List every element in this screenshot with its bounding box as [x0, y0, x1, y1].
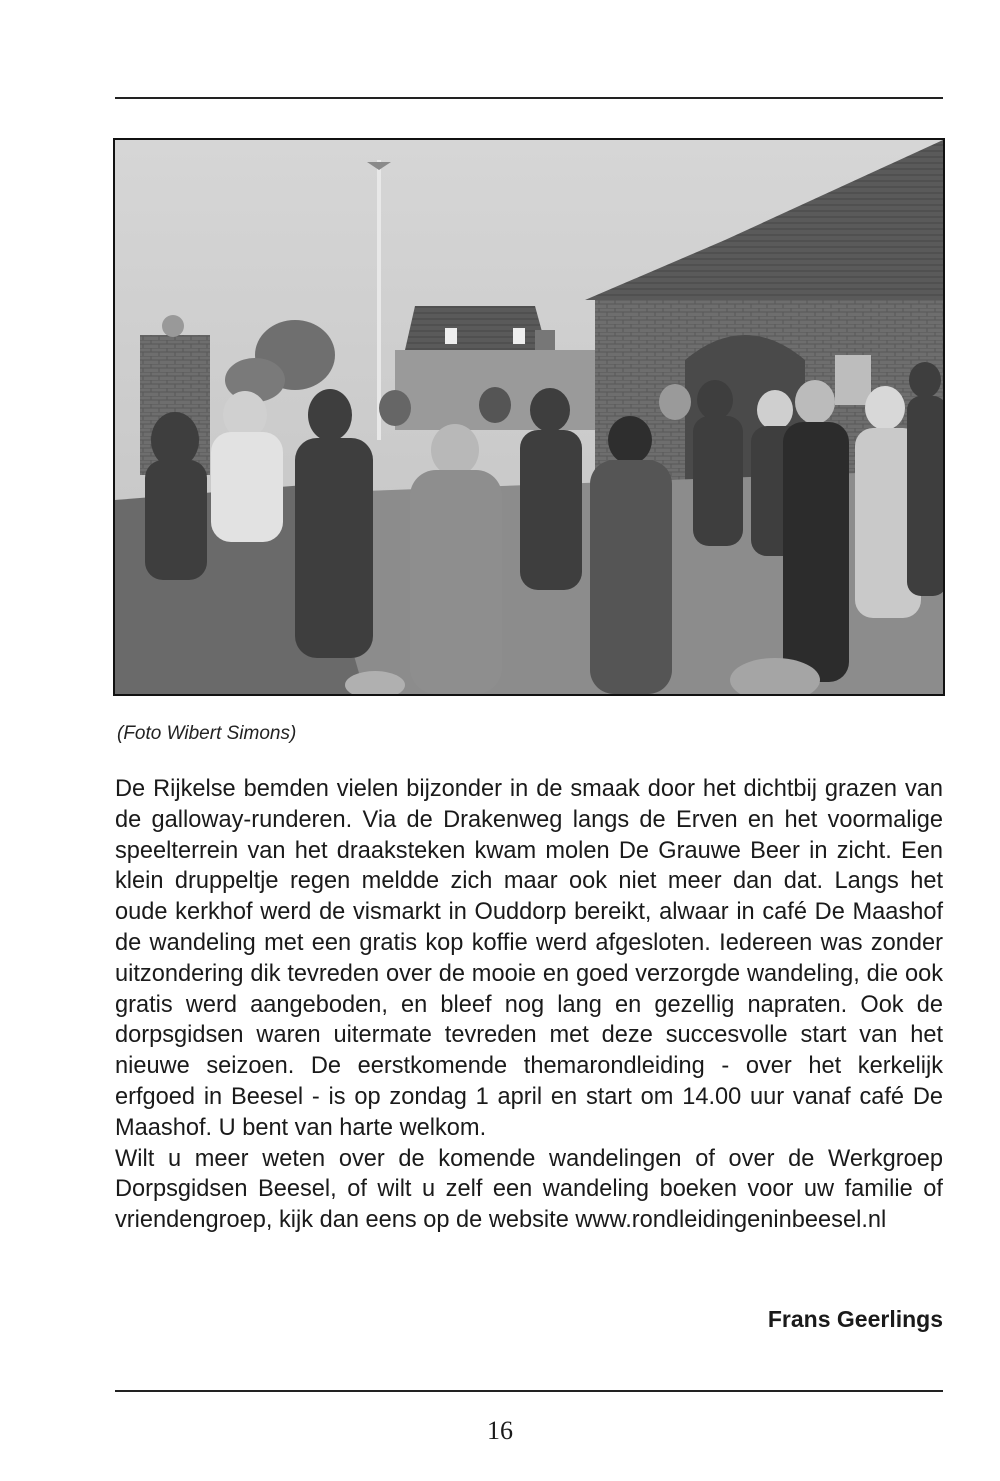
top-rule [115, 97, 943, 99]
article-body [115, 774, 943, 1236]
page-number: 16 [487, 1416, 513, 1445]
photo-group-of-walkers [113, 138, 945, 696]
photo-illustration [115, 140, 943, 694]
article-paragraph: Wilt u meer weten over de komende wandelingen of over de Werkgroep Dorpsgidsen Beesel, of wilt u zelf een wandeling boeken voor uw familie of vriendengroep, kijk dan eens op de website www.rondleidingeninbeesel.nl [115, 1145, 943, 1234]
article-paragraph: De Rijkelse bemden vielen bijzonder in de smaak door het dichtbij grazen van de galloway-runderen. Via de Drakenweg langs de Erven en het voormalige speelterrein van het draaksteken kwam molen De Grauwe Beer in zicht. Een klein druppeltje regen meldde zich maar ook niet meer dan dat. Langs het oude kerkhof werd de vismarkt in Ouddorp bereikt, alwaar in café De Maashof de wandeling met een gratis kop koffie werd afgesloten. Iedereen was zonder uitzondering dik tevreden over de mooie en goed verzorgde wandeling, die ook gratis werd aangeboden, en bleef nog lang en gezellig napraten. Ook de dorpsgidsen waren uitermate tevreden met deze succesvolle start van het nieuwe seizoen. De eerstkomende themarondleiding - over het kerkelijk erfgoed in Beesel - is op zondag 1 april en start om 14.00 uur vanaf café De Maashof. U bent van harte welkom. [115, 776, 943, 1141]
photo-caption: (Foto Wibert Simons) [117, 723, 297, 744]
article-author: Frans Geerlings [767, 1306, 943, 1332]
bottom-rule [115, 1390, 943, 1392]
